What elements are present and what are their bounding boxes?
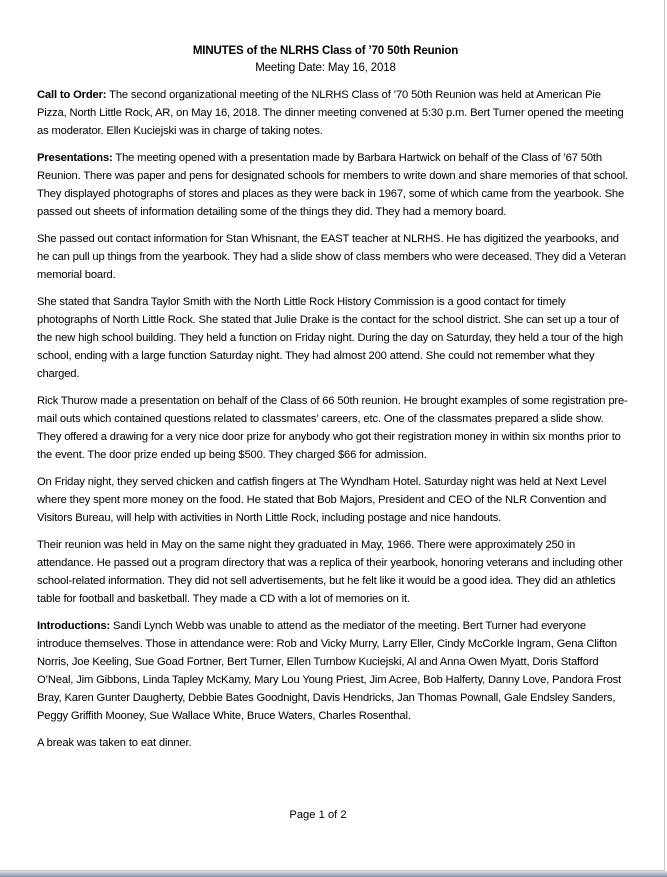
paragraph-class-66-presentation [37, 392, 629, 464]
paragraph-text: On Friday night, they served chicken and catfish fingers at The Wyndham Hotel. Saturday night was held at Next Level where they spent more money on the food. He stated that Bob Majors, President and CEO of the NLR Convention and Visitors Bureau, will help with activities in North Little Rock, including postage and nice handouts. [37, 476, 607, 524]
paragraph-friday-night [37, 473, 629, 527]
paragraph-presentations [37, 149, 629, 221]
paragraph-text: A break was taken to eat dinner. [37, 737, 192, 749]
paragraph-heading: Call to Order: [37, 89, 107, 101]
paragraph-text: Sandi Lynch Webb was unable to attend as the mediator of the meeting. Bert Turner had everyone introduce themselves. Those in attendance were: Rob and Vicky Murry, Larry Eller, Cindy McCorkle Ingram, Gena Clifton Norris, Joe Keeling, Sue Goad Fortner, Bert Turner, Ellen Turnbow Kuciejski, Al and Anna Owen Myatt, Doris Stafford O’Neal, Jim Gibbons, Linda Tapley McKamy, Mary Lou Young Priest, Jim Acree, Bob Halferty, Danny Love, Pandora Frost Bray, Karen Gunter Daugherty, Debbie Bates Goodnight, Davis Hendricks, Jan Thomas Pownall, Gale Endsley Sanders, Peggy Griffith Mooney, Sue Wallace White, Bruce Waters, Charles Rosenthal. [37, 620, 622, 722]
paragraph-text: She passed out contact information for Stan Whisnant, the EAST teacher at NLRHS. He has digitized the yearbooks, and he can pull up things from the yearbook. They had a slide show of class members who were deceased. They did a Veteran memorial board. [37, 233, 626, 281]
paragraph-heading: Presentations: [37, 152, 113, 164]
paragraph-text: Their reunion was held in May on the same night they graduated in May, 1966. There were approximately 250 in attendance. He passed out a program directory that was a replica of their yearbook, honoring veterans and including other school-related information. They did not sell advertisements, but he felt like it would be a good idea. They did an athletics table for football and basketball. They made a CD with a lot of memories on it. [37, 539, 623, 605]
paragraph-reunion-details [37, 536, 629, 608]
paragraph-history-commission [37, 293, 629, 383]
meeting-date: Meeting Date: May 16, 2018 [255, 62, 396, 74]
page-number: Page 1 of 2 [289, 809, 347, 821]
paragraph-text: She stated that Sandra Taylor Smith with the North Little Rock History Commission is a good contact for timely photographs of North Little Rock. She stated that Julie Drake is the contact for the school district. She can set up a tour of the new high school building. They held a function on Friday night. During the day on Saturday, they held a tour of the high school, ending with a large function Saturday night. They had almost 200 attend. She could not remember what they charged. [37, 296, 624, 380]
paragraph-text: The second organizational meeting of the NLRHS Class of ’70 50th Reunion was held at American Pie Pizza, North Little Rock, AR, on May 16, 2018. The dinner meeting convened at 5:30 p.m. Bert Turner opened the meeting as moderator. Ellen Kuciejski was in charge of taking notes. [37, 89, 624, 137]
paragraph-text: Rick Thurow made a presentation on behalf of the Class of 66 50th reunion. He brought examples of some registration pre-mail outs which contained questions related to classmates’ careers, etc. One of the classmates prepared a slide show. They offered a drawing for a very nice door prize for anybody who got their registration money in within six months prior to the event. The door prize ended up being $500. They charged $66 for admission. [37, 395, 628, 461]
paragraph-heading: Introductions: [37, 620, 111, 632]
paragraph-contact-info [37, 230, 629, 284]
document-title: MINUTES of the NLRHS Class of ’70 50th Reunion [192, 45, 459, 57]
paragraph-call-to-order [37, 86, 629, 140]
paragraph-break [37, 734, 629, 752]
document-body [37, 43, 629, 761]
paragraph-introductions [37, 617, 629, 725]
paragraph-text: The meeting opened with a presentation made by Barbara Hartwick on behalf of the Class of ’67 50th Reunion. There was paper and pens for designated schools for members to write down and share memories of that school. They displayed photographs of stores and places as they were back in 1967, some of which came from the yearbook. She passed out sheets of information detailing some of the things they did. They had a memory board. [37, 152, 629, 218]
window-bottom-edge [0, 871, 667, 877]
